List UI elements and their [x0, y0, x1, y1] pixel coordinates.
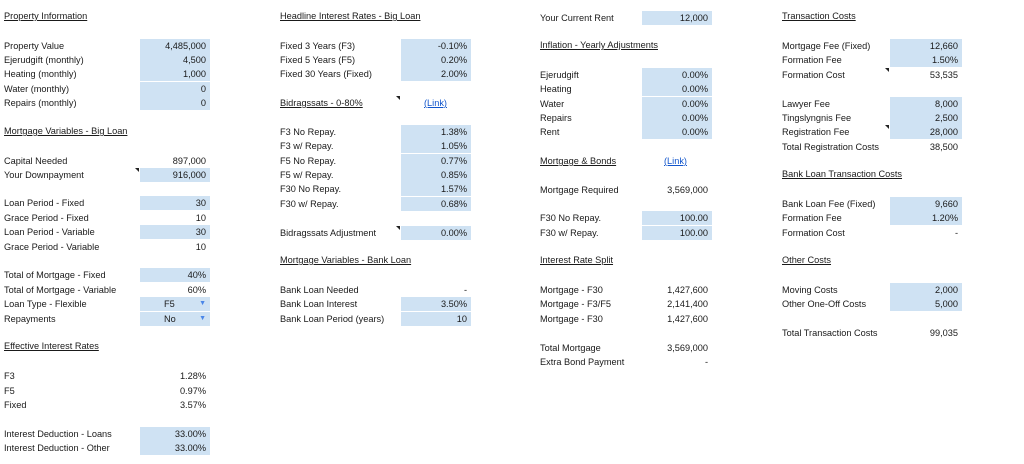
- heating-label: Heating (monthly): [4, 69, 77, 79]
- inflation-header: Inflation - Yearly Adjustments: [540, 40, 658, 50]
- total-transaction-cell[interactable]: 99,035: [929, 328, 958, 338]
- split-f30-label: Mortgage - F30: [540, 285, 603, 295]
- formation-cost-cell[interactable]: 53,535: [929, 70, 958, 80]
- loan-type-dropdown[interactable]: [140, 297, 210, 311]
- bank-loan-fee-cell[interactable]: 9,660: [890, 197, 962, 211]
- f30-w-cell[interactable]: 100.00: [642, 226, 712, 240]
- total-registration-cell[interactable]: 38,500: [929, 142, 958, 152]
- loan-period-variable-label: Loan Period - Variable: [4, 227, 95, 237]
- extra-bond-cell[interactable]: -: [704, 357, 708, 367]
- deduction-other-label: Interest Deduction - Other: [4, 443, 110, 453]
- bank-interest-cell[interactable]: 3.50%: [401, 297, 471, 311]
- bidrag-f5-w-cell[interactable]: 0.85%: [401, 168, 471, 182]
- total-mortgage-cell[interactable]: 3,569,000: [667, 343, 708, 353]
- repayments-label: Repayments: [4, 314, 56, 324]
- loan-type-label: Loan Type - Flexible: [4, 299, 87, 309]
- bidrag-f5-w-label: F5 w/ Repay.: [280, 170, 334, 180]
- effective-interest-header: Effective Interest Rates: [4, 341, 99, 351]
- bidrag-f3-w-label: F3 w/ Repay.: [280, 141, 334, 151]
- inf-repairs-label: Repairs: [540, 113, 572, 123]
- moving-costs-label: Moving Costs: [782, 285, 838, 295]
- headline-f5-label: Fixed 5 Years (F5): [280, 55, 356, 65]
- deduction-other-cell[interactable]: 33.00%: [140, 441, 210, 455]
- one-off-costs-label: Other One-Off Costs: [782, 299, 867, 309]
- inf-ejerudgift-label: Ejerudgift: [540, 70, 579, 80]
- note-marker-icon: [396, 96, 400, 100]
- grace-period-variable-label: Grace Period - Variable: [4, 242, 100, 252]
- bank-formation-cost-label: Formation Cost: [782, 228, 845, 238]
- bank-period-label: Bank Loan Period (years): [280, 314, 385, 324]
- current-rent-label: Your Current Rent: [540, 13, 614, 23]
- moving-costs-cell[interactable]: 2,000: [890, 283, 962, 297]
- downpayment-label: Your Downpayment: [4, 170, 84, 180]
- tinglysning-fee-cell[interactable]: 2,500: [890, 111, 962, 125]
- mortgage-variables-header: Mortgage Variables - Big Loan: [4, 126, 128, 136]
- lawyer-fee-cell[interactable]: 8,000: [890, 97, 962, 111]
- split-f3f5-label: Mortgage - F3/F5: [540, 299, 611, 309]
- f30-w-label: F30 w/ Repay.: [540, 228, 599, 238]
- inf-rent-cell[interactable]: 0.00%: [642, 125, 712, 139]
- repayments-value: No: [164, 314, 176, 324]
- loan-period-fixed-label: Loan Period - Fixed: [4, 198, 85, 208]
- eff-f5-label: F5: [4, 386, 15, 396]
- mortgage-fee-cell[interactable]: 12,660: [890, 39, 962, 53]
- capital-needed-cell[interactable]: 897,000: [172, 156, 206, 166]
- lawyer-fee-label: Lawyer Fee: [782, 99, 831, 109]
- deduction-loans-label: Interest Deduction - Loans: [4, 429, 112, 439]
- eff-fixed-label: Fixed: [4, 400, 27, 410]
- repairs-label: Repairs (monthly): [4, 98, 77, 108]
- bidrag-f3-no-cell[interactable]: 1.38%: [401, 125, 471, 139]
- eff-f3-label: F3: [4, 371, 15, 381]
- bidrag-f30-no-label: F30 No Repay.: [280, 184, 342, 194]
- mortgage-required-label: Mortgage Required: [540, 185, 619, 195]
- headline-f3-label: Fixed 3 Years (F3): [280, 41, 356, 51]
- bidrag-f3-no-label: F3 No Repay.: [280, 127, 336, 137]
- ejerudgift-cell[interactable]: 4,500: [140, 53, 210, 67]
- split-f3f5-cell[interactable]: 2,141,400: [667, 299, 708, 309]
- split-f30-2-label: Mortgage - F30: [540, 314, 603, 324]
- loan-type-value: F5: [164, 299, 175, 309]
- bidrag-f3-w-cell[interactable]: 1.05%: [401, 139, 471, 153]
- total-variable-label: Total of Mortgage - Variable: [4, 285, 117, 295]
- dropdown-arrow-icon[interactable]: ▼: [199, 315, 206, 322]
- bidragssats-link[interactable]: (Link): [424, 98, 447, 108]
- inf-repairs-cell[interactable]: 0.00%: [642, 111, 712, 125]
- grace-period-fixed-label: Grace Period - Fixed: [4, 213, 89, 223]
- mortgage-fee-label: Mortgage Fee (Fixed): [782, 41, 871, 51]
- tinglysning-fee-label: Tingslyngnis Fee: [782, 113, 852, 123]
- repairs-cell[interactable]: 0: [140, 96, 210, 110]
- total-registration-label: Total Registration Costs: [782, 142, 880, 152]
- note-marker-icon: [885, 68, 889, 72]
- registration-fee-label: Registration Fee: [782, 127, 850, 137]
- loan-period-fixed-cell[interactable]: 30: [140, 196, 210, 210]
- note-marker-icon: [135, 168, 139, 172]
- one-off-costs-cell[interactable]: 5,000: [890, 297, 962, 311]
- bank-formation-fee-cell[interactable]: 1.20%: [890, 211, 962, 225]
- note-marker-icon: [885, 125, 889, 129]
- f30-no-cell[interactable]: 100.00: [642, 211, 712, 225]
- repayments-dropdown[interactable]: [140, 312, 210, 326]
- inf-heating-label: Heating: [540, 84, 572, 94]
- bidragssats-header: Bidragssats - 0-80%: [280, 98, 363, 108]
- bidrag-f30-w-cell[interactable]: 0.68%: [401, 197, 471, 211]
- f30-no-label: F30 No Repay.: [540, 213, 602, 223]
- headline-fixed-cell[interactable]: 2.00%: [401, 67, 471, 81]
- bidrag-adjustment-cell[interactable]: 0.00%: [401, 226, 471, 240]
- split-f30-cell[interactable]: 1,427,600: [667, 285, 708, 295]
- bank-formation-fee-label: Formation Fee: [782, 213, 842, 223]
- total-transaction-label: Total Transaction Costs: [782, 328, 878, 338]
- dropdown-arrow-icon[interactable]: ▼: [199, 300, 206, 307]
- registration-fee-cell[interactable]: 28,000: [890, 125, 962, 139]
- property-value-label: Property Value: [4, 41, 65, 51]
- eff-f5-cell[interactable]: 0.97%: [179, 386, 206, 396]
- grace-period-variable-cell[interactable]: 10: [195, 242, 206, 252]
- property-information-header: Property Information: [4, 11, 88, 21]
- formation-fee-cell[interactable]: 1.50%: [890, 53, 962, 67]
- inf-water-label: Water: [540, 99, 565, 109]
- bank-transaction-header: Bank Loan Transaction Costs: [782, 169, 903, 179]
- formation-fee-label: Formation Fee: [782, 55, 842, 65]
- mortgage-required-cell[interactable]: 3,569,000: [667, 185, 708, 195]
- downpayment-cell[interactable]: 916,000: [140, 168, 210, 182]
- bank-period-cell[interactable]: 10: [401, 312, 471, 326]
- note-marker-icon: [396, 226, 400, 230]
- split-f30-2-cell[interactable]: 1,427,600: [667, 314, 708, 324]
- inf-ejerudgift-cell[interactable]: 0.00%: [642, 68, 712, 82]
- bidrag-adjustment-label: Bidragssats Adjustment: [280, 228, 377, 238]
- inf-rent-label: Rent: [540, 127, 560, 137]
- property-value-cell[interactable]: 4,485,000: [140, 39, 210, 53]
- ejerudgift-label: Ejerudgift (monthly): [4, 55, 84, 65]
- grace-period-fixed-cell[interactable]: 10: [195, 213, 206, 223]
- headline-rates-header: Headline Interest Rates - Big Loan: [280, 11, 421, 21]
- bank-loan-header: Mortgage Variables - Bank Loan: [280, 255, 412, 265]
- total-mortgage-label: Total Mortgage: [540, 343, 601, 353]
- mortgage-bonds-header: Mortgage & Bonds: [540, 156, 617, 166]
- headline-f3-cell[interactable]: -0.10%: [401, 39, 471, 53]
- bank-interest-label: Bank Loan Interest: [280, 299, 358, 309]
- formation-cost-label: Formation Cost: [782, 70, 845, 80]
- heating-cell[interactable]: 1,000: [140, 67, 210, 81]
- headline-f5-cell[interactable]: 0.20%: [401, 53, 471, 67]
- loan-period-variable-cell[interactable]: 30: [140, 225, 210, 239]
- interest-split-header: Interest Rate Split: [540, 255, 614, 265]
- total-fixed-cell[interactable]: 40%: [140, 268, 210, 282]
- inf-heating-cell[interactable]: 0.00%: [642, 82, 712, 96]
- total-variable-cell[interactable]: 60%: [187, 285, 206, 295]
- mortgage-bonds-link[interactable]: (Link): [664, 156, 687, 166]
- bank-needed-cell[interactable]: -: [463, 285, 467, 295]
- other-costs-header: Other Costs: [782, 255, 832, 265]
- bidrag-f5-no-cell[interactable]: 0.77%: [401, 154, 471, 168]
- bank-formation-cost-cell[interactable]: -: [954, 228, 958, 238]
- deduction-loans-cell[interactable]: 33.00%: [140, 427, 210, 441]
- current-rent-cell[interactable]: 12,000: [642, 11, 712, 25]
- water-label: Water (monthly): [4, 84, 70, 94]
- bidrag-f30-w-label: F30 w/ Repay.: [280, 199, 339, 209]
- capital-needed-label: Capital Needed: [4, 156, 68, 166]
- water-cell[interactable]: 0: [140, 82, 210, 96]
- total-fixed-label: Total of Mortgage - Fixed: [4, 270, 106, 280]
- transaction-costs-header: Transaction Costs: [782, 11, 856, 21]
- headline-fixed-label: Fixed 30 Years (Fixed): [280, 69, 372, 79]
- bidrag-f5-no-label: F5 No Repay.: [280, 156, 336, 166]
- bank-loan-fee-label: Bank Loan Fee (Fixed): [782, 199, 876, 209]
- extra-bond-label: Extra Bond Payment: [540, 357, 625, 367]
- bidrag-f30-no-cell[interactable]: 1.57%: [401, 182, 471, 196]
- inf-water-cell[interactable]: 0.00%: [642, 97, 712, 111]
- eff-f3-cell[interactable]: 1.28%: [179, 371, 206, 381]
- eff-fixed-cell[interactable]: 3.57%: [179, 400, 206, 410]
- bank-needed-label: Bank Loan Needed: [280, 285, 359, 295]
